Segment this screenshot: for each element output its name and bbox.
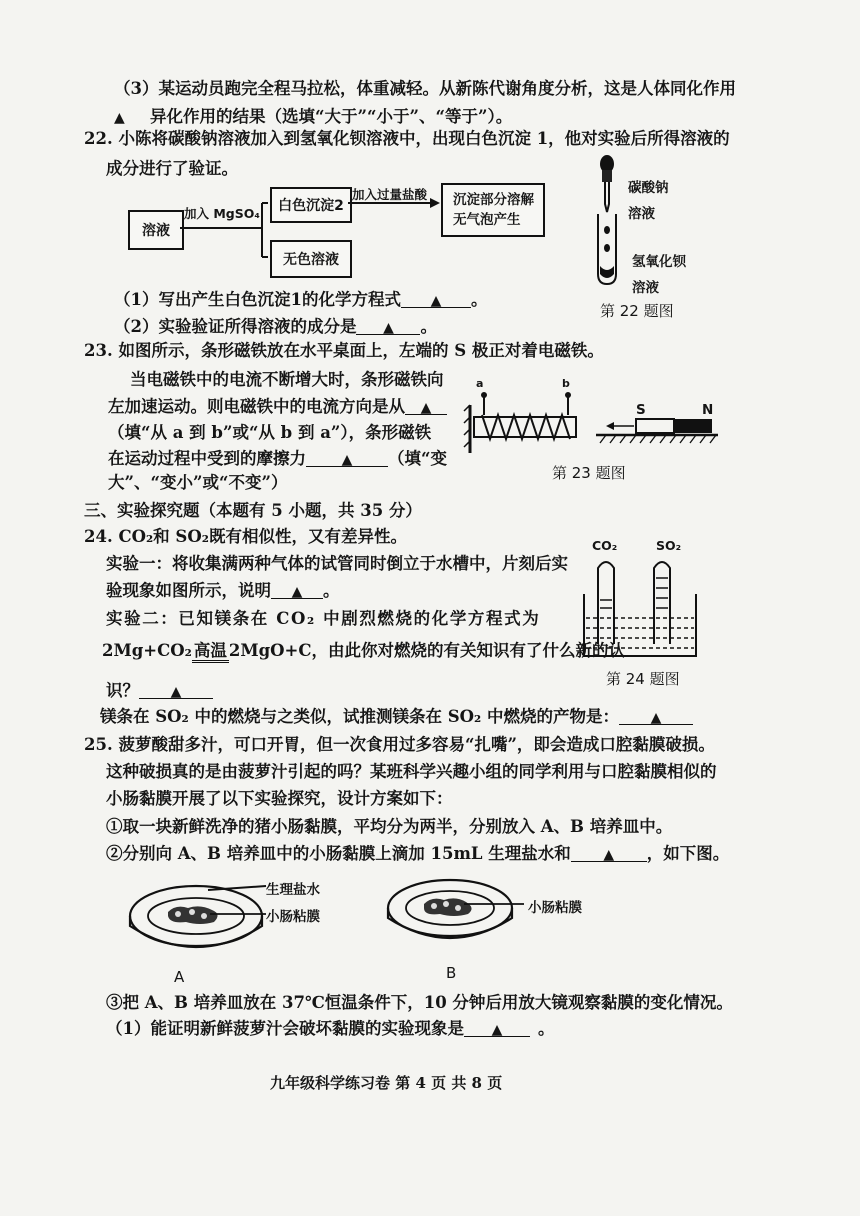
answer-blank[interactable]: ▲ (420, 400, 432, 416)
q25-line1: 25. 菠萝酸甜多汁，可口开胃，但一次食用过多容易“扎嘴”，即会造成口腔黏膜破损。 (84, 735, 715, 754)
dish-b-membrane-label: 小肠粘膜 (528, 900, 582, 916)
q24-exp2-line3: 识？ ▲ (106, 680, 213, 702)
flow-result-line1: 沉淀部分溶解 (453, 192, 534, 208)
dish-a-saline-label: 生理盐水 (266, 882, 320, 898)
flow-branch-top-box: 白色沉淀2 (270, 187, 352, 223)
q25-step2: ②分别向 A、B 培养皿中的小肠黏膜上滴加 15mL 生理盐水和 ▲ ，如下图。 (106, 844, 730, 863)
q24-equation-line: 2Mg+CO₂ 高温 2MgO+C，由此你对燃烧的有关知识有了什么新的认 (102, 640, 625, 662)
q21-part3-line2: ▲ 异化作用的结果（选填“大于”“小于”、“等于”）。 (114, 107, 513, 126)
q21-part3-line1: （3）某运动员跑完全程马拉松，体重减轻。从新陈代谢角度分析，这是人体同化作用 (114, 79, 736, 98)
co2-label: CO₂ (592, 538, 618, 553)
q25-step1: ①取一块新鲜洗净的猪小肠黏膜，平均分为两半，分别放入 A、B 培养皿中。 (106, 817, 673, 836)
q25-step3: ③把 A、B 培养皿放在 37℃恒温条件下，10 分钟后用放大镜观察黏膜的变化情况。 (106, 993, 733, 1012)
answer-blank[interactable]: ▲ (603, 847, 615, 863)
q24-figure-caption: 第 24 题图 (606, 670, 680, 688)
tube-label-line2: 溶液 (632, 280, 659, 296)
answer-blank[interactable]: ▲ (341, 452, 353, 468)
q22-part1: （1）写出产生白色沉淀1的化学方程式 ▲ 。 (114, 290, 488, 309)
q24-stem: 24. CO₂和 SO₂既有相似性，又有差异性。 (84, 527, 407, 546)
q24-exp1-line2: 验现象如图所示，说明 ▲ 。 (106, 581, 340, 600)
answer-blank[interactable]: ▲ (170, 684, 182, 700)
flow-step1-label: 加入 MgSO₄ (184, 206, 260, 221)
answer-blank[interactable]: ▲ (114, 110, 125, 126)
terminal-b-label: b (562, 377, 570, 390)
so2-label: SO₂ (656, 538, 682, 553)
dropper-tube-diagram (590, 148, 630, 288)
q25-line2: 这种破损真的是由菠萝汁引起的吗？某班科学兴趣小组的同学利用与口腔黏膜相似的 (106, 762, 717, 781)
q24-exp1-line1: 实验一：将收集满两种气体的试管同时倒立于水槽中，片刻后实 (106, 554, 568, 573)
section-3-heading: 三、实验探究题（本题有 5 小题，共 35 分） (84, 501, 422, 520)
flow-branch-bottom-box: 无色溶液 (270, 240, 352, 278)
tube-label-line1: 氢氧化钡 (632, 254, 686, 270)
terminal-a-label: a (476, 377, 484, 390)
petri-dish-b (384, 864, 544, 964)
q23-figure-caption: 第 23 题图 (552, 464, 626, 482)
page-footer: 九年级科学练习卷 第 4 页 共 8 页 (270, 1074, 503, 1092)
answer-blank[interactable]: ▲ (291, 584, 303, 600)
q22-part2: （2）实验验证所得溶液的成分是 ▲ 。 (114, 317, 437, 336)
q23-stem: 23. 如图所示，条形磁铁放在水平桌面上，左端的 S 极正对着电磁铁。 (84, 341, 604, 360)
q24-last-line: 镁条在 SO₂ 中的燃烧与之类似，试推测镁条在 SO₂ 中燃烧的产物是： ▲ (100, 706, 693, 728)
q25-line3: 小肠黏膜开展了以下实验探究，设计方案如下： (106, 789, 453, 808)
magnet-s-label: S (636, 402, 646, 418)
dish-a-letter: A (174, 968, 185, 986)
water-trough-diagram (578, 548, 708, 666)
dropper-label-line2: 溶液 (628, 206, 655, 222)
dish-a-membrane-label: 小肠粘膜 (266, 909, 320, 925)
q23-line3: （填“从 a 到 b”或“从 b 到 a”），条形磁铁 (108, 423, 432, 442)
q22-stem-line1: 22. 小陈将碳酸钠溶液加入到氢氧化钡溶液中，出现白色沉淀 1，他对实验后所得溶液的 (84, 129, 730, 148)
magnet-n-label: N (702, 402, 714, 418)
equation-condition: 高温 (192, 641, 229, 663)
dish-b-letter: B (446, 964, 457, 982)
dropper-label-line1: 碳酸钠 (628, 180, 669, 196)
answer-blank[interactable]: ▲ (383, 320, 394, 336)
q24-exp2-line1: 实验二：已知镁条在 CO₂ 中剧烈燃烧的化学方程式为 (106, 609, 541, 628)
q22-figure-caption: 第 22 题图 (600, 302, 674, 320)
q23-line4: 在运动过程中受到的摩擦力 ▲ （填“变 (108, 449, 447, 468)
answer-blank[interactable]: ▲ (430, 293, 442, 309)
electromagnet-diagram (460, 375, 730, 455)
q23-line2: 左加速运动。则电磁铁中的电流方向是从 ▲ (108, 396, 447, 418)
flow-start-box: 溶液 (128, 210, 184, 250)
petri-dish-a (126, 868, 286, 968)
q23-line5: 大”、“变小”或“不变”） (108, 473, 288, 492)
answer-blank[interactable]: ▲ (491, 1022, 503, 1038)
q22-stem-line2: 成分进行了验证。 (106, 159, 238, 178)
flow-step2-label: 加入过量盐酸 (352, 187, 428, 202)
q25-part1: （1）能证明新鲜菠萝汁会破坏黏膜的实验现象是 ▲ 。 (106, 1019, 555, 1038)
answer-blank[interactable]: ▲ (650, 710, 662, 726)
flow-result-line2: 无气泡产生 (453, 212, 521, 228)
q23-line1: 当电磁铁中的电流不断增大时，条形磁铁向 (130, 370, 444, 389)
